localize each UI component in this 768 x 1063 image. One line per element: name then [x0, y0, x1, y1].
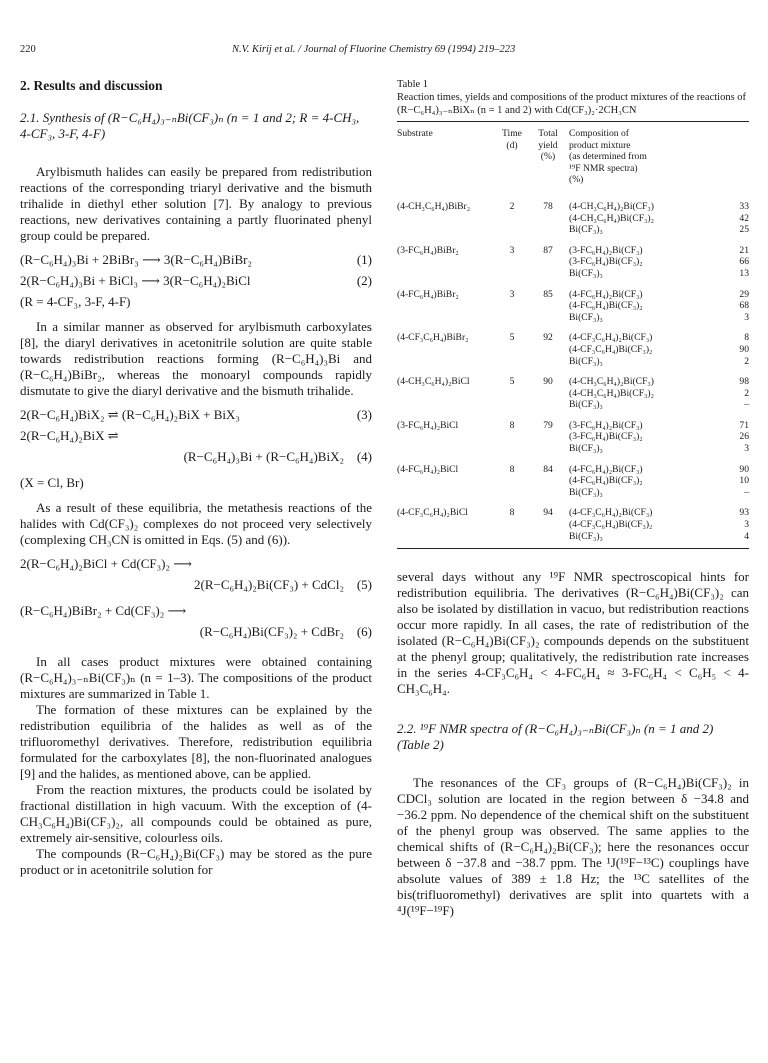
table-bottom-rule — [397, 548, 749, 549]
equation-condition-2: (X = Cl, Br) — [20, 475, 84, 490]
page-number: 220 — [20, 44, 36, 55]
equation-3: 2(R−C₆H₄)BiX₂ ⇌ (R−C₆H₄)₂BiX + BiX₃ (3) — [20, 407, 372, 422]
cell-percent: 98 2 – — [739, 376, 749, 411]
header-yield: Total yield (%) — [538, 128, 558, 163]
cell-time: 3 — [509, 244, 515, 256]
cell-composition: (4-CH₃C₆H₄)₂Bi(CF₃) (4-CH₃C₆H₄)Bi(CF₃)₂ Bi(CF₃)₃ — [569, 200, 654, 236]
left-column — [20, 78, 372, 878]
paragraph: Arylbismuth halides can easily be prepared from redistribution reactions of the corresponding triaryl derivative and the bismuth trihalide in diethyl ether solution [7]. By analogy to previous reactions, new derivatives containing a partly fluorinated phenyl group could be prepared. — [20, 164, 372, 243]
cell-time: 8 — [509, 419, 515, 431]
table-label: Table 1 — [397, 79, 429, 90]
table-caption — [397, 78, 749, 117]
cell-percent: 93 3 4 — [739, 507, 749, 542]
paragraph: The compounds (R−C₆H₄)₂Bi(CF₃) may be stored as the pure product or in acetonitrile solution for — [20, 846, 372, 877]
cell-composition: (4-FC₆H₄)₂Bi(CF₃) (4-FC₆H₄)Bi(CF₃)₂ Bi(CF₃)₃ — [569, 288, 643, 323]
table-row — [397, 411, 749, 455]
table-row — [397, 236, 749, 280]
cell-composition: (4-FC₆H₄)₂Bi(CF₃) (4-FC₆H₄)Bi(CF₃)₂ Bi(CF₃)₃ — [569, 463, 643, 498]
header-substrate: Substrate — [397, 128, 433, 139]
cell-percent: 33 42 25 — [739, 200, 749, 236]
table-row — [397, 498, 749, 542]
paragraph: In all cases product mixtures were obtained containing (R−C₆H₄)₃₋ₙBi(CF₃)ₙ (n = 1–3). The compositions of the product mixtures are summarized in Table 1. — [20, 654, 372, 701]
cell-composition: (3-FC₆H₄)₂Bi(CF₃) (3-FC₆H₄)Bi(CF₃)₂ Bi(CF₃)₃ — [569, 244, 643, 279]
section-heading: 2. Results and discussion — [20, 78, 163, 93]
table-row — [397, 455, 749, 499]
header-composition: Composition of product mixture (as determined from ¹⁹F NMR spectra) (%) — [569, 128, 647, 186]
table-caption-text: Reaction times, yields and compositions of the product mixtures of the reactions of (R−C₆H₄)₃₋ₙBiXₙ (n = 1 and 2) with Cd(CF₃)₂·2CH₃CN — [397, 92, 747, 116]
equation-condition: (R = 4-CF₃, 3-F, 4-F) — [20, 294, 131, 309]
table-row — [397, 192, 749, 236]
equation-group — [20, 554, 372, 648]
cell-substrate: (4-FC₆H₄)BiBr₂ — [397, 288, 459, 300]
cell-yield: 87 — [543, 244, 553, 256]
cell-yield: 84 — [543, 463, 553, 475]
cell-time: 3 — [509, 288, 515, 300]
running-head — [20, 44, 748, 58]
cell-substrate: (4-CF₃C₆H₄)BiBr₂ — [397, 332, 469, 344]
equation-4-line-1: 2(R−C₆H₄)₂BiX ⇌ — [20, 428, 119, 443]
equation-5-line-1: 2(R−C₆H₄)₂BiCl + Cd(CF₃)₂ ⟶ — [20, 556, 192, 571]
cell-composition: (4-CF₃C₆H₄)₂Bi(CF₃) (4-CF₃C₆H₄)Bi(CF₃)₂ Bi(CF₃)₃ — [569, 507, 653, 542]
cell-substrate: (3-FC₆H₄)BiBr₂ — [397, 244, 459, 256]
cell-percent: 29 68 3 — [739, 288, 749, 323]
cell-percent: 71 26 3 — [739, 419, 749, 455]
cell-time: 2 — [509, 200, 515, 212]
cell-time: 5 — [509, 376, 515, 388]
cell-percent: 90 10 – — [739, 463, 749, 498]
cell-yield: 85 — [543, 288, 553, 300]
cell-percent: 8 90 2 — [739, 332, 749, 367]
cell-substrate: (4-CH₃C₆H₄)BiBr₂ — [397, 200, 471, 212]
table-header-row — [397, 122, 749, 192]
cell-yield: 78 — [543, 200, 553, 212]
subsection-heading: 2.2. ¹⁹F NMR spectra of (R−C₆H₄)₃₋ₙBi(CF₃)ₙ (n = 1 and 2) (Table 2) — [397, 721, 714, 753]
cell-yield: 79 — [543, 419, 553, 431]
cell-time: 8 — [509, 463, 515, 475]
paragraph: From the reaction mixtures, the products could be isolated by fractional distillation in high vacuum. With the exception of (4-CH₃C₆H₄)Bi(CF₃)₂, all compounds could be obtained as pure, extremely air-sensitive, colourless oils. — [20, 782, 372, 845]
cell-substrate: (4-CH₃C₆H₄)₂BiCl — [397, 376, 470, 388]
header-time: Time (d) — [502, 128, 522, 151]
cell-composition: (4-CH₃C₆H₄)₂Bi(CF₃) (4-CH₃C₆H₄)Bi(CF₃)₂ Bi(CF₃)₃ — [569, 376, 654, 411]
paragraph: As a result of these equilibria, the metathesis reactions of the halides with Cd(CF₃)₂ complexes do not proceed very selectively (complexing CH₃CN is omitted in Eqs. (5) and (6)). — [20, 500, 372, 547]
equation-6-line-2: (R−C₆H₄)Bi(CF₃)₂ + CdBr₂ (6) — [199, 624, 372, 639]
equation-5-line-2: 2(R−C₆H₄)₂Bi(CF₃) + CdCl₂ (5) — [193, 577, 372, 592]
cell-time: 5 — [509, 332, 515, 344]
cell-substrate: (4-CF₃C₆H₄)₂BiCl — [397, 507, 468, 519]
cell-yield: 92 — [543, 332, 553, 344]
cell-composition: (3-FC₆H₄)₂Bi(CF₃) (3-FC₆H₄)Bi(CF₃)₂ Bi(CF₃)₃ — [569, 419, 643, 455]
cell-percent: 21 66 13 — [739, 244, 749, 279]
equation-1: (R−C₆H₄)₃Bi + 2BiBr₃ ⟶ 3(R−C₆H₄)BiBr₂ (1) — [20, 252, 372, 267]
paragraph: In a similar manner as observed for arylbismuth carboxylates [8], the diaryl derivatives in acetonitrile solution are quite stable towards redistribution reactions forming (R−C₆H₄)₃Bi and (R−C₆H₄)BiBr₂, whereas the monoaryl compounds rapidly dismutate to give the diaryl derivative and the bismuth trihalide. — [20, 319, 372, 398]
equation-4-line-2: (R−C₆H₄)₃Bi + (R−C₆H₄)BiX₂ (4) — [183, 449, 372, 464]
journal-citation: N.V. Kirij et al. / Journal of Fluorine Chemistry 69 (1994) 219–223 — [232, 44, 516, 55]
equation-6-line-1: (R−C₆H₄)BiBr₂ + Cd(CF₃)₂ ⟶ — [20, 603, 187, 618]
paragraph: several days without any ¹⁹F NMR spectroscopical hints for redistribution equilibria. The derivatives (R−C₆H₄)Bi(CF₃)₂ can also be isolated by distillation in vacuo, but redistribution reactions occur more rapidly. In all cases, the rate of redistribution of the isolated (R−C₆H₄)Bi(CF₃)₂ compounds depends on the substituent at the phenyl group; qualitatively, the redistribution rate increases in the series 4-CF₃C₆H₄ < 4-FC₆H₄ ≈ 3-FC₆H₄ < C₆H₅ < 4-CH₃C₆H₄. — [397, 569, 749, 697]
table-1 — [397, 122, 749, 542]
table-row — [397, 323, 749, 367]
cell-substrate: (4-FC₆H₄)₂BiCl — [397, 463, 459, 475]
cell-yield: 90 — [543, 376, 553, 388]
equation-group — [20, 405, 372, 494]
table-row — [397, 367, 749, 411]
paragraph: The resonances of the CF₃ groups of (R−C₆H₄)Bi(CF₃)₂ in CDCl₃ solution are located in the region between δ −34.8 and −36.2 ppm. No dependence of the chemical shift on the substituent of the phenyl group was observed. The same applies to the chemical shifts of (R−C₆H₄)₂Bi(CF₃); here the resonances occur between δ −37.8 and −38.7 ppm. The ¹J(¹⁹F−¹³C) couplings have absolute values of 389 ± 1.8 Hz; the ¹³C satellites of the bis(trifluoromethyl) derivatives are split into quartets with a ⁴J(¹⁹F−¹⁹F) — [397, 775, 749, 919]
paragraph: The formation of these mixtures can be explained by the redistribution equilibria of the halides as well as of the trifluoromethyl derivatives. Therefore, redistribution equilibria formulated for the carboxylates [8], the non-fluorinated analogues [9] and the halides, as mentioned above, can be applied. — [20, 702, 372, 781]
cell-time: 8 — [509, 507, 515, 519]
equation-group — [20, 250, 372, 313]
subsection-heading: 2.1. Synthesis of (R−C₆H₄)₃₋ₙBi(CF₃)ₙ (n = 1 and 2; R = 4-CH₃, 4-CF₃, 3-F, 4-F) — [20, 110, 360, 141]
equation-2: 2(R−C₆H₄)₃Bi + BiCl₃ ⟶ 3(R−C₆H₄)₂BiCl (2) — [20, 273, 372, 288]
cell-composition: (4-CF₃C₆H₄)₂Bi(CF₃) (4-CF₃C₆H₄)Bi(CF₃)₂ Bi(CF₃)₃ — [569, 332, 653, 367]
table-row — [397, 280, 749, 324]
cell-substrate: (3-FC₆H₄)₂BiCl — [397, 419, 459, 431]
right-column — [397, 78, 749, 919]
cell-yield: 94 — [543, 507, 553, 519]
